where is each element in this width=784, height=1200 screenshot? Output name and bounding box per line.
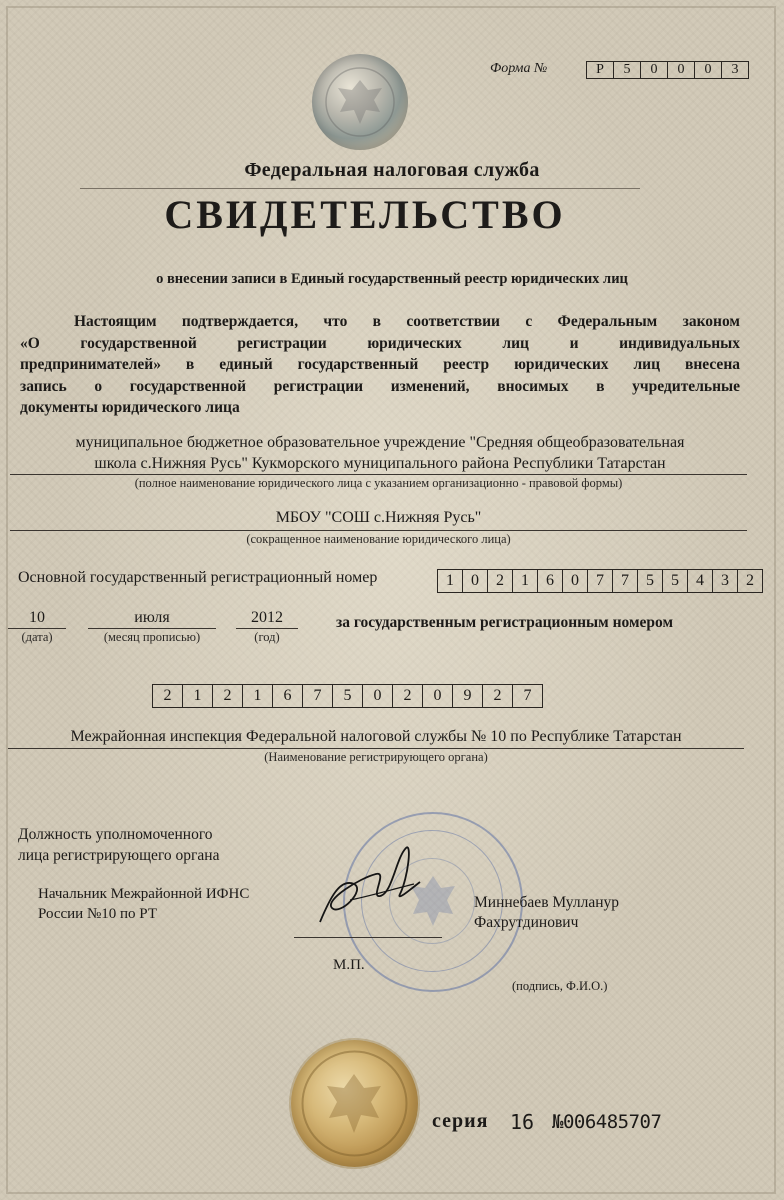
divider	[80, 188, 640, 189]
document-title: СВИДЕТЕЛЬСТВО	[164, 192, 566, 237]
entity-short-name: МБОУ "СОШ с.Нижняя Русь"	[275, 509, 482, 526]
digit-cell: 0	[641, 62, 668, 78]
page-border	[6, 6, 776, 1194]
entity-full-name-line: школа с.Нижняя Русь" Кукморского муниципального района Республики Татарстан	[94, 455, 666, 472]
date-year-caption: (год)	[254, 630, 280, 644]
signer-position	[38, 884, 249, 924]
authority-name: Межрайонная инспекция Федеральной налоговой службы № 10 по Республике Татарстан	[70, 728, 682, 745]
digit-cell: 2	[393, 685, 423, 707]
digit-cell: 1	[513, 570, 538, 592]
digit-cell: 0	[363, 685, 393, 707]
digit-cell: 7	[523, 687, 532, 704]
digit-cell: 2	[746, 572, 754, 589]
date-month: июля	[134, 609, 170, 626]
hologram-emblem	[312, 54, 408, 150]
underline	[88, 628, 216, 629]
date-month-caption: (месяц прописью)	[103, 630, 201, 644]
intro-line: Настоящим подтверждается, что в соответствии с Федеральным законом	[74, 313, 740, 330]
underline	[8, 748, 744, 749]
digit-cell: 9	[453, 685, 483, 707]
date-day: 10	[29, 609, 45, 626]
underline	[236, 628, 298, 629]
series-label: серия	[432, 1110, 489, 1132]
handwritten-signature	[310, 838, 430, 934]
short-name-caption: (сокращенное наименование юридического лица)	[246, 532, 511, 546]
mp-label: М.П.	[333, 957, 365, 973]
entity-full-name	[10, 432, 750, 474]
authority-caption: (Наименование регистрирующего органа)	[264, 750, 488, 764]
digit-cell: 0	[563, 570, 588, 592]
digit-cell: 7	[588, 570, 613, 592]
agency-name: Федеральная налоговая служба	[244, 159, 540, 181]
digit-cell: 5	[614, 62, 641, 78]
position-label	[18, 824, 219, 866]
digit-cell: 5	[663, 570, 688, 592]
document-subtitle: о внесении записи в Единый государственный реестр юридических лиц	[156, 271, 628, 287]
digit-cell: 3	[731, 62, 739, 77]
position-label-line: Должность уполномоченного	[18, 826, 213, 843]
digit-cell: 0	[695, 62, 722, 78]
intro-line: запись о государственной регистрации изменений, вносимых в учредительные	[20, 377, 740, 395]
underline	[8, 628, 66, 629]
digit-cell: 0	[463, 570, 488, 592]
series-value: 16	[510, 1110, 535, 1134]
digit-cell: 7	[303, 685, 333, 707]
signer-name	[474, 893, 619, 933]
digit-cell: 2	[213, 685, 243, 707]
ogrn-cells	[437, 569, 763, 593]
position-label-line: лица регистрирующего органа	[18, 847, 220, 864]
entity-full-name-line: муниципальное бюджетное образовательное учреждение "Средняя общеобразовательная	[75, 434, 685, 451]
digit-cell: 6	[538, 570, 563, 592]
digit-cell: 6	[273, 685, 303, 707]
digit-cell: 4	[688, 570, 713, 592]
intro-line: «О государственной регистрации юридических лиц и индивидуальных	[20, 334, 740, 352]
signer-position-line: Начальник Межрайонной ИФНС	[38, 886, 250, 902]
date-year: 2012	[251, 609, 283, 626]
signer-name-line: Фахрутдинович	[474, 914, 579, 931]
digit-cell: 2	[488, 570, 513, 592]
form-code-cells	[586, 61, 749, 79]
intro-line: предпринимателей» в единый государственный реестр юридических лиц внесена	[20, 356, 740, 373]
digit-cell: 2	[483, 685, 513, 707]
signature-line	[294, 937, 442, 938]
signature-caption: (подпись, Ф.И.О.)	[512, 979, 608, 993]
digit-cell: 5	[333, 685, 363, 707]
certificate-number: №006485707	[552, 1111, 662, 1133]
intro-line: документы юридического лица	[20, 399, 240, 416]
ogrn-label: Основной государственный регистрационный номер	[18, 569, 378, 586]
form-label: Форма №	[490, 61, 548, 76]
digit-cell: 1	[183, 685, 213, 707]
full-name-caption: (полное наименование юридического лица с указанием организационно - правовой формы)	[134, 476, 623, 490]
underline	[10, 474, 747, 475]
digit-cell: Р	[587, 62, 614, 78]
digit-cell: 1	[243, 685, 273, 707]
digit-cell: 1	[438, 570, 463, 592]
digit-cell: 7	[613, 570, 638, 592]
intro-paragraph	[20, 311, 740, 419]
underline	[10, 530, 747, 531]
digit-cell: 5	[638, 570, 663, 592]
digit-cell: 0	[423, 685, 453, 707]
digit-cell: 0	[668, 62, 695, 78]
eagle-icon	[312, 54, 408, 150]
signer-name-line: Миннебаев Мулланур	[474, 894, 619, 911]
date-tail-text: за государственным регистрационным номером	[336, 614, 674, 631]
digit-cell: 3	[713, 570, 738, 592]
gold-seal	[291, 1040, 418, 1167]
digit-cell: 2	[153, 685, 183, 707]
gold-eagle-icon	[291, 1040, 418, 1167]
grn-cells	[152, 684, 543, 708]
date-day-caption: (дата)	[21, 630, 53, 644]
signer-position-line: России №10 по РТ	[38, 906, 157, 922]
